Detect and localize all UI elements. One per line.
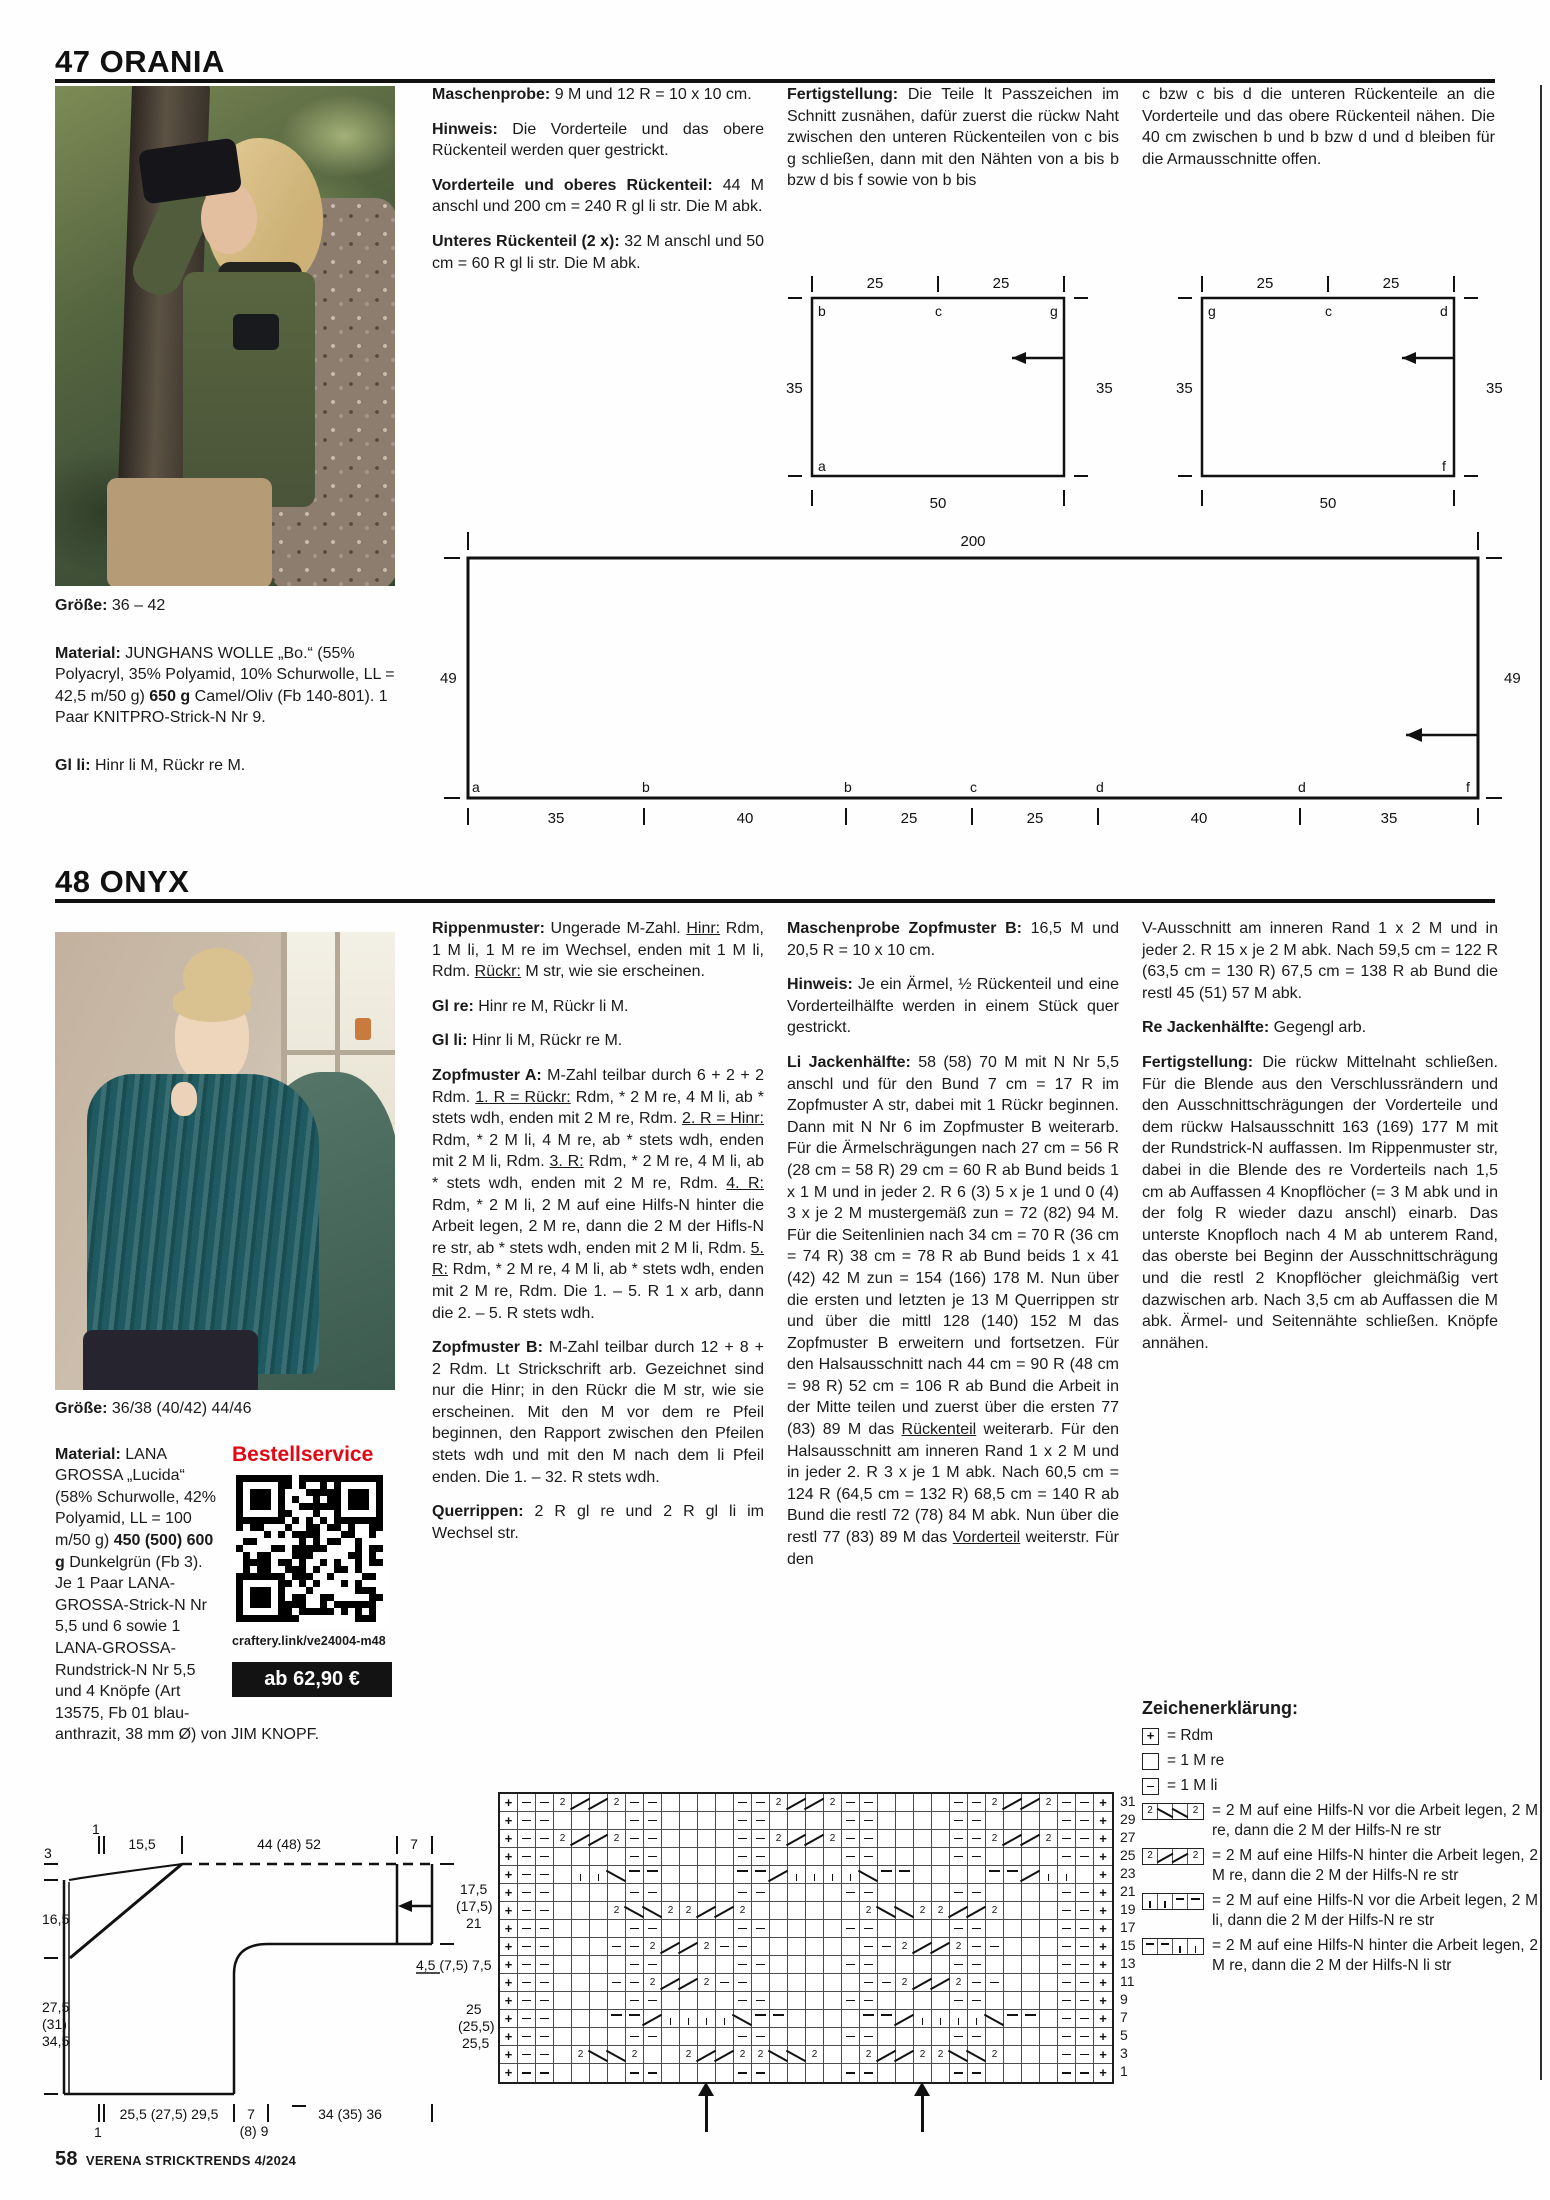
onyx-material: Material: LANA GROSSA „Lucida“ (58% Schurwolle, 42% Polyamid, LL = 100 m/50 g) 450 (500) 600 g Dunkelgrün (Fb 3). Je 1 Paar LANA-GROSSA-Strick-N Nr 5,5 und 6 sowie 1 LANA-GROSSA-Rundstrick-N Nr 5,5 und 4 Knöpfe (Art 13575, Fb 01 blau-anthrazit, 38 mm Ø) von JIM KNOPF. [55,1445,320,1744]
teal-cable-cardigan [87,1074,319,1374]
svg-text:c: c [935,303,942,319]
onyx-schematic-jacket-half [42,1822,510,2142]
svg-text:25: 25 [992,275,1010,292]
orania-note: Hinweis: Die Vorderteile und das obere Rückenteil werden quer gestrickt. [432,120,764,160]
svg-text:a: a [818,458,826,474]
svg-text:35: 35 [786,380,803,397]
svg-text:35: 35 [1486,380,1503,397]
page-number: 58 [55,2148,78,2170]
orania-section-title: 47 ORANIA [55,44,225,79]
price-badge: ab 62,90 € [232,1662,392,1697]
legend-item-cable-front-purl: = 2 M auf eine Hilfs-N vor die Arbeit legen, 2 M li, dann die 2 M der Hilfs-N re str [1142,1891,1538,1931]
onyx-cable-pattern-b: Zopfmuster B: M-Zahl teilbar durch 12 + 8 + 2 Rdm. Lt Strickschrift arb. Gezeichnet sind nur die Hinr; in den Rückr die M str, wie sie erscheinen. Mit den M vor dem re Pfeil beginnen, den Rapport zwischen den Pfeilen stets wdh und mit den M nach dem li Pfeil enden. Die 1. – 32. R stets wdh. [432,1339,764,1486]
orania-column-3 [787,84,1119,192]
legend-item-rdm: + = Rdm [1142,1726,1538,1746]
legend-item-knit: = 1 M re [1142,1751,1538,1771]
onyx-size: Größe: 36/38 (40/42) 44/46 [55,1400,252,1417]
svg-text:d: d [1298,779,1306,795]
dark-skirt [83,1330,258,1390]
orania-size: Größe: 36 – 42 [55,597,166,614]
svg-text:25,5: 25,5 [462,2035,490,2051]
svg-text:200: 200 [960,533,986,550]
onyx-gauge: Maschenprobe Zopfmuster B: 16,5 M und 20,5 R = 10 x 10 cm. [787,920,1119,959]
orania-finishing: Fertigstellung: Die Teile lt Passzeichen im Schnitt zusnähen, dafür zuerst die rückw Naht zwischen den unteren Rückenteilen von c bis g schließen, dann mit den Nähten von a bis b bzw d bis f sowie von b bis [787,86,1119,190]
model-hand [171,1082,197,1116]
model-fringe [173,988,251,1022]
cable-back-purl-symbol [1142,1938,1204,1955]
onyx-column-3 [787,918,1119,1570]
svg-text:34 (35) 36: 34 (35) 36 [318,2106,382,2122]
orania-photo [55,86,395,586]
svg-text:44 (48) 52: 44 (48) 52 [257,1836,321,1852]
svg-text:40: 40 [1190,810,1208,827]
orania-schematic-lower-back-right [1170,268,1530,520]
legend-item-cable-back: 2 2 = 2 M auf eine Hilfs-N hinter die Arbeit legen, 2 M re, dann die 2 M der Hilfs-N re str [1142,1846,1538,1886]
cable-front-purl-symbol [1142,1893,1204,1910]
svg-text:g: g [1208,303,1216,319]
svg-text:27,5: 27,5 [42,1999,70,2015]
cable-back-symbol: 2 2 [1142,1848,1204,1865]
svg-text:c: c [970,779,977,795]
onyx-section-title: 48 ONYX [55,864,190,899]
svg-text:35: 35 [1380,810,1398,827]
model-jacket [183,272,315,507]
knit-symbol [1142,1753,1159,1770]
rapport-arrow-left [705,2094,708,2132]
cable-front-symbol: 2 2 [1142,1803,1204,1820]
onyx-note: Hinweis: Je ein Ärmel, ½ Rückenteil und eine Vorderteilhälfte werden in einem Stück quer gestrickt. [787,976,1120,1037]
svg-text:25: 25 [1382,275,1400,292]
svg-text:(25,5): (25,5) [458,2018,495,2034]
svg-text:1: 1 [92,1822,100,1837]
onyx-header-rule [55,899,1495,903]
rapport-arrow-right [921,2094,924,2132]
svg-text:f: f [1466,779,1470,795]
svg-text:b: b [844,779,852,795]
chart-grid: + 2 2 2 2 2 2 + + + + 2 2 2 2 2 2 + + + + + + + + 2 2 2 2 2 2 2 2 + + + + 2 2 2 2 + + + + 2 2 2 2 + + + + + + + + 2 2 2 2 2 2 2 2 2 2 + + + [498,1792,1114,2084]
orania-fronts-upper-back: Vorderteile und oberes Rückenteil: 44 M anschl und 200 cm = 240 R gl li str. Die M abk. [432,176,764,216]
onyx-column-2 [432,918,764,1544]
orania-header-rule [55,79,1495,83]
orania-material: Material: JUNGHANS WOLLE „Bo.“ (55% Polyacryl, 35% Polyamid, 10% Schurwolle, LL = 42,5 m/50 g) 650 g Camel/Oliv (Fb 140-801). 1 Paar KNITPRO-Strick-N Nr 9. [55,644,395,727]
onyx-right-jacket-half: Re Jackenhälfte: Gegengl arb. [1142,1019,1367,1037]
onyx-photo [55,932,395,1390]
zopfmuster-b-chart [498,1792,1136,2084]
orania-column-2 [432,84,764,274]
orania-lower-back: Unteres Rückenteil (2 x): 32 M anschl und 50 cm = 60 R gl li str. Die M abk. [432,232,764,272]
svg-text:d: d [1096,779,1104,795]
svg-text:15,5: 15,5 [128,1836,156,1852]
svg-text:35: 35 [1176,380,1193,397]
svg-text:b: b [642,779,650,795]
svg-text:1: 1 [94,2124,102,2140]
onyx-left-jacket-half: Li Jackenhälfte: 58 (58) 70 M mit N Nr 5,5 anschl und für den Bund 7 cm = 17 R im Zopfmuster A str, dabei mit 1 Rückr beginnen. Dann mit N Nr 6 im Zopfmuster B weiterarb. Für die Ärmelschrägungen nach 27 cm = 56 R (28 cm = 58 R) 29 cm = 60 R ab Bund beids 1 x 1 M und in jeder 2. R 6 (3) 5 x je 1 und 0 (4) 3 x je 2 M mustergemäß zun = 72 (82) 94 M. Für die Seitenlinien nach 34 cm = 70 R (36 cm = 74 R) 38 cm = 78 R ab Bund beids 1 x 41 (42) 42 M zun = 154 (166) 178 M. Nun über die ersten und letzten je 13 M Querrippen str und über die mittl 128 (140) 152 M das Zopfmuster B erweitern und fortsetzen. Für den Halsausschnitt nach 44 cm = 90 R (48 cm = 98 R) 52 cm = 106 R ab Bund die Arbeit in der Mitte teilen und zuerst über die ersten 77 (83) 89 M das Rückenteil weiterarb. Für den Halsausschnitt am inneren Rand 1 x 2 M und in jeder 2. R 3 x je 1 M abk. Nach 60,5 cm = 124 R (64,5 cm = 132 R) 68,5 cm = 140 R ab Bund die restl 72 (78) 84 M abk. Nun über die restl 77 (83) 89 M das Vorderteil weiterstr. Für den [787,1053,1120,1568]
page-footer [55,2148,296,2171]
svg-text:25: 25 [466,2001,482,2017]
svg-text:21: 21 [466,1915,482,1931]
svg-text:3: 3 [44,1845,52,1861]
page-edge-line [1540,85,1542,2080]
hanging-binoculars [233,314,279,350]
qr-caption: craftery.link/ve24004-m48 [232,1634,386,1649]
legend-item-purl: = 1 M li [1142,1776,1538,1796]
orania-finishing-continued: c bzw c bis d die unteren Rückenteile an die Vorderteile und das obere Rückenteil nähen. Die 40 cm zwischen b und b bzw d und d bleiben für die Armausschnitte offen. [1142,86,1495,168]
svg-text:g: g [1050,303,1058,319]
svg-text:49: 49 [1504,670,1521,687]
svg-text:34,5: 34,5 [42,2033,70,2049]
orania-schematic-lower-back-left [780,268,1130,520]
svg-text:35: 35 [1096,380,1113,397]
window-decor [355,1018,371,1040]
onyx-finishing: Fertigstellung: Die rückw Mittelnaht schließen. Für die Blende aus den Verschlussrändern und den Ausschnittschrägungen der Vorderteile und dem rückw Halsausschnitt 163 (169) 177 M mit der Rundstrick-N auffassen. Im Rippenmuster str, dabei in die Blende des re Vorderteils nach 1,5 cm ab Auffassen 4 Knopflöcher (= 3 M abk und in der folg R wieder dazu anschl) einarb. Das unterste Knopfloch nach 4 M ab unterem Rand, das oberste bei Beginn der Ausschnittschrägung und die restl 2 Knopflöcher gleichmäßig vert dazwischen arb. Nach 3,5 cm ab Auffassen die M abk. Ärmel- und Seitennähte schließen. Knöpfe annähen. [1142,1053,1498,1352]
orania-gauge: Maschenprobe: 9 M und 12 R = 10 x 10 cm. [432,86,752,103]
onyx-gl-li: Gl li: Hinr li M, Rückr re M. [432,1032,623,1050]
rdm-symbol: + [1142,1728,1159,1745]
svg-text:b: b [818,303,826,319]
svg-text:7: 7 [247,2106,255,2122]
svg-text:25: 25 [900,810,918,827]
purl-symbol [1142,1778,1159,1795]
order-service-label: Bestellservice [232,1442,374,1466]
qr-code [232,1471,387,1626]
onyx-gl-re: Gl re: Hinr re M, Rückr li M. [432,997,629,1015]
legend-item-cable-back-purl: = 2 M auf eine Hilfs-N hinter die Arbeit legen, 2 M re, dann die 2 M der Hilfs-N li str [1142,1936,1538,1976]
window-frame-bar [287,1050,395,1055]
order-service-box [232,1444,400,1697]
svg-text:(8) 9: (8) 9 [239,2123,269,2139]
magazine-name: VERENA STRICKTRENDS 4/2024 [85,2153,297,2168]
svg-text:49: 49 [440,670,457,687]
onyx-cross-ribs: Querrippen: 2 R gl re und 2 R gl li im Wechsel str. [432,1503,765,1542]
orania-info-column [55,595,395,777]
svg-text:a: a [472,779,480,795]
svg-text:25: 25 [866,275,884,292]
svg-text:(17,5): (17,5) [456,1898,493,1914]
onyx-info-column [55,1398,400,1746]
svg-text:f: f [1442,458,1446,474]
chart-row-numbers: 31 29 27 25 23 21 19 17 15 13 11 9 7 5 3 1 [1120,1793,1136,2079]
legend-item-cable-front: 2 2 = 2 M auf eine Hilfs-N vor die Arbeit legen, 2 M re, dann die 2 M der Hilfs-N re str [1142,1801,1538,1841]
legend-title: Zeichenerklärung: [1142,1698,1299,1718]
svg-text:25: 25 [1256,275,1274,292]
svg-text:7: 7 [410,1836,418,1852]
onyx-rib-pattern: Rippenmuster: Ungerade M-Zahl. Hinr: Rdm, 1 M li, 1 M re im Wechsel, enden mit 1 M li, Rdm. Rückr: M str, wie sie erscheinen. [432,920,764,981]
svg-text:(31): (31) [42,2016,67,2032]
svg-text:4,5 (7,5) 7,5: 4,5 (7,5) 7,5 [416,1957,492,1973]
svg-text:c: c [1325,303,1332,319]
svg-text:16,5: 16,5 [42,1911,70,1927]
orania-schematic-main-piece [438,520,1540,855]
svg-text:35: 35 [547,810,565,827]
onyx-material-block [55,1444,400,1746]
svg-text:d: d [1440,303,1448,319]
svg-text:50: 50 [1319,495,1337,512]
svg-text:50: 50 [929,495,947,512]
symbol-legend [1142,1698,1538,1981]
onyx-v-neck: V-Ausschnitt am inneren Rand 1 x 2 M und in jeder 2. R 15 x je 2 M abk. Nach 59,5 cm = 122 R (63,5 cm = 130 R) 67,5 cm = 138 R ab Bund die restl 45 (51) 57 M abk. [1142,920,1498,1002]
orania-column-4 [1142,84,1495,170]
orania-gl-li: Gl li: Hinr li M, Rückr re M. [55,756,246,774]
onyx-cable-pattern-a: Zopfmuster A: M-Zahl teilbar durch 6 + 2 + 2 Rdm. 1. R = Rückr: Rdm, * 2 M re, 4 M li, ab * stets wdh, enden mit 2 M re, Rdm. 2. R = Hinr: Rdm, * 2 M li, 4 M re, ab * stets wdh, enden mit 2 M li, Rdm. 3. R: Rdm, * 2 M re, 4 M li, ab * stets wdh, enden mit 2 M re, Rdm. 4. R: Rdm, * 2 M li, 2 M auf eine Hilfs-N hinter die Arbeit legen, 2 M re, dann die 2 M der Hifls-N re str, ab * stets wdh, enden mit 2 M li, Rdm. 5. R: Rdm, * 2 M re, 4 M li, ab * stets wdh, enden mit 2 M re, Rdm. Die 1. – 5. R 1 x arb, dann die 2. – 5. R stets wdh. [432,1066,765,1322]
svg-text:25,5 (27,5) 29,5: 25,5 (27,5) 29,5 [119,2106,219,2122]
svg-text:25: 25 [1026,810,1044,827]
model-pants [107,478,272,586]
svg-text:40: 40 [736,810,754,827]
svg-text:17,5: 17,5 [460,1881,488,1897]
onyx-column-4 [1142,918,1498,1354]
